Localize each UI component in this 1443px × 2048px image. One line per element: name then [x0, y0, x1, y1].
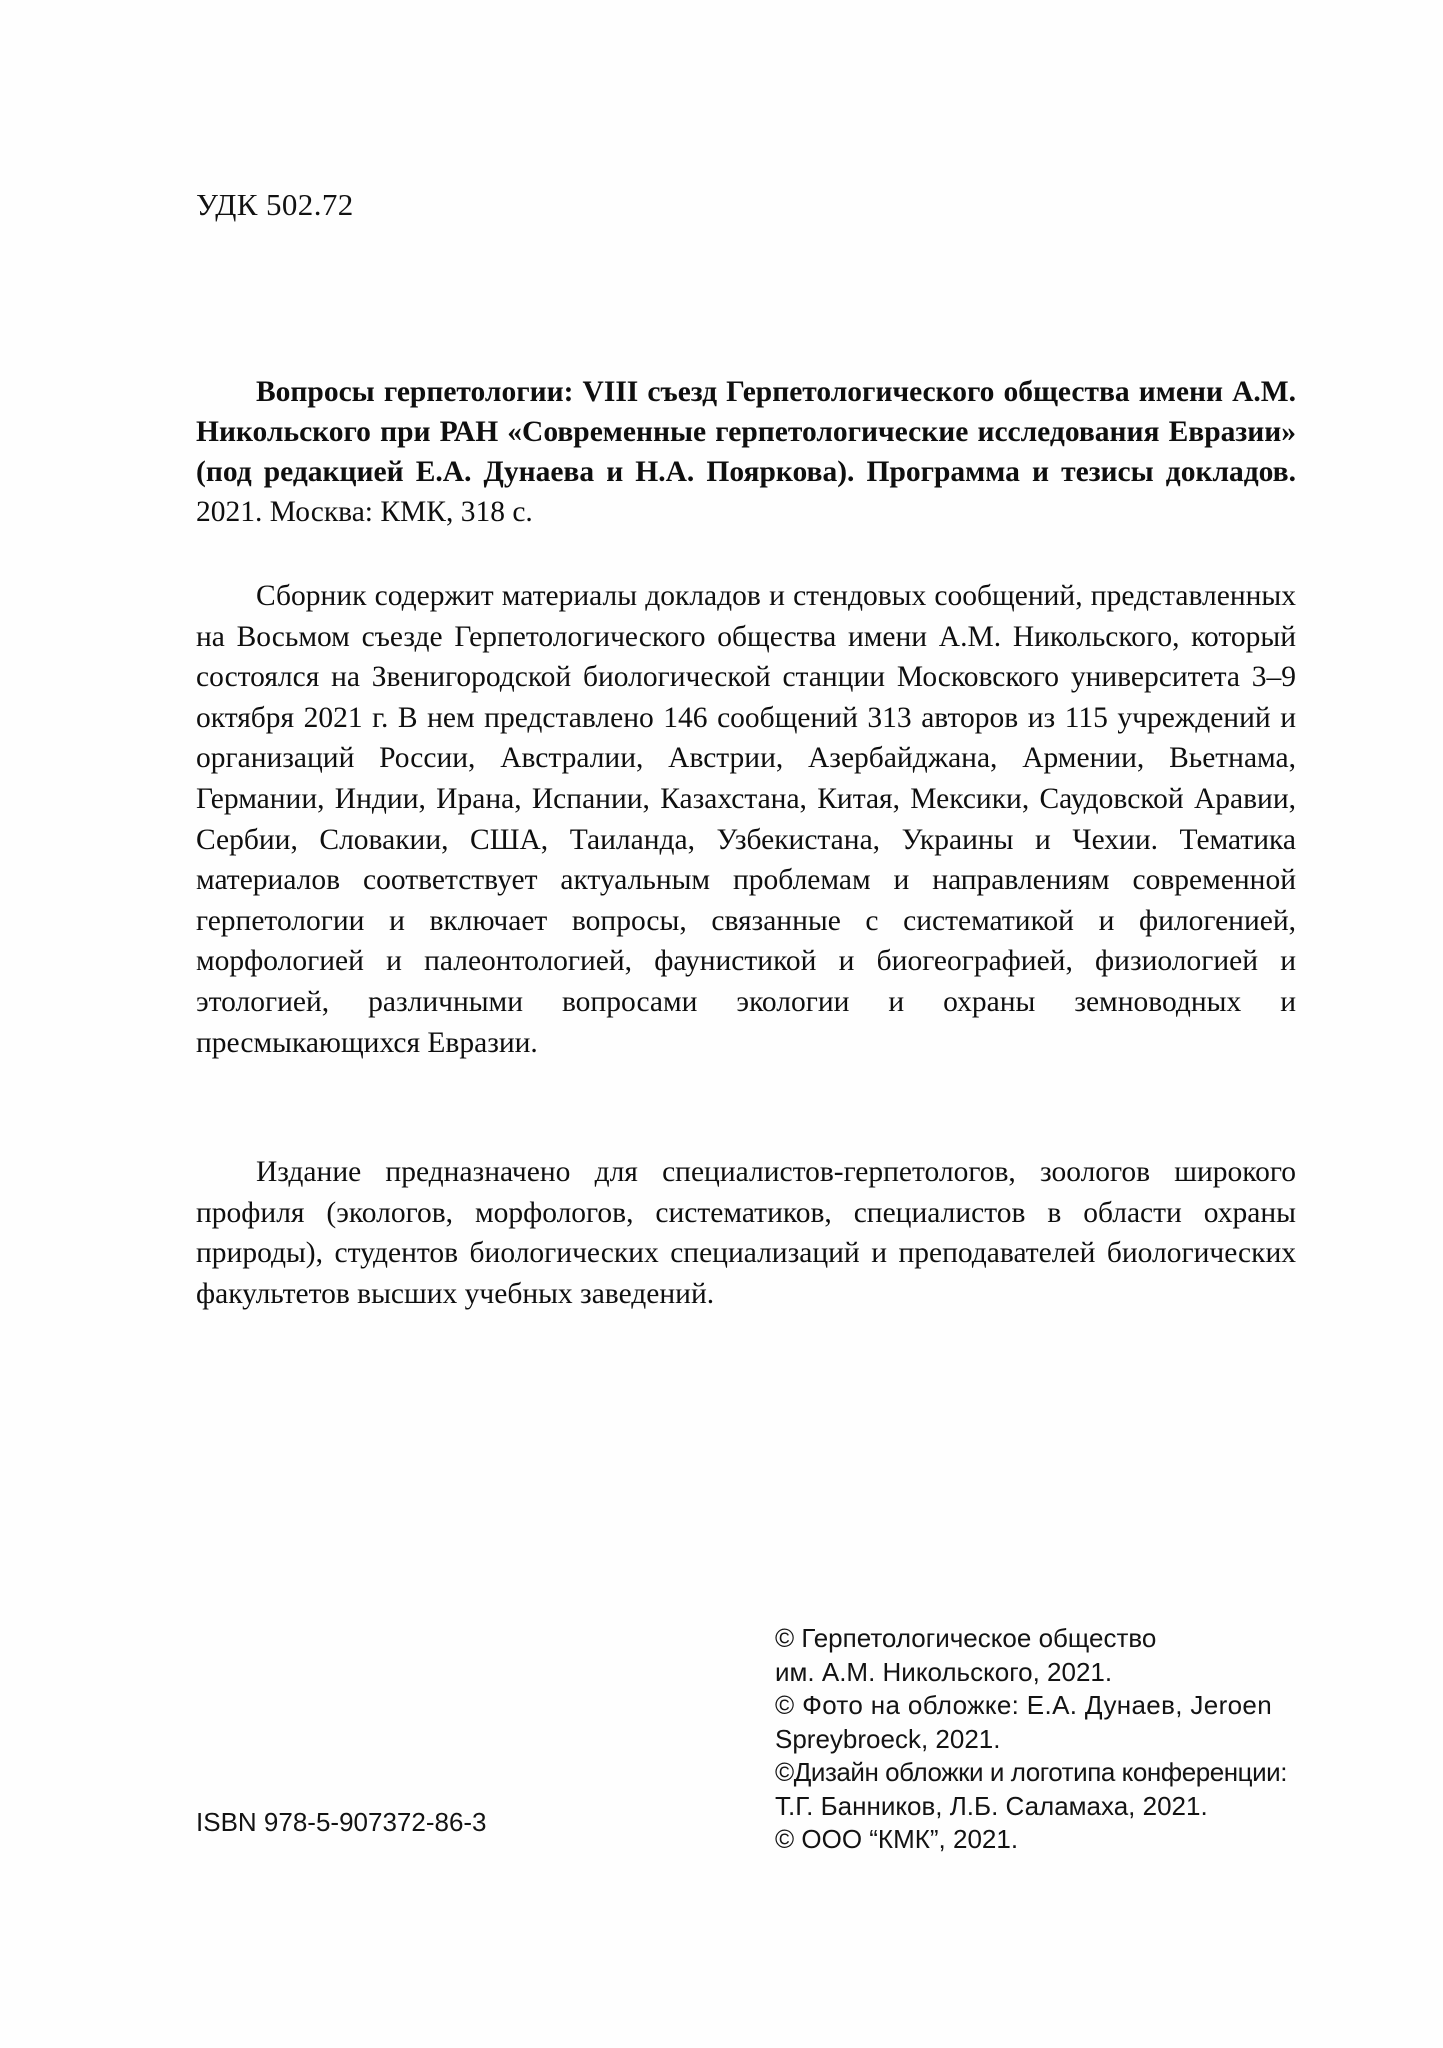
udc-code: УДК 502.72	[196, 187, 354, 222]
abstract-text-1: Сборник содержит материалы докладов и стендовых сообщений, представленных на Восьмом съезде Герпетологического общества имени А.М. Никольского, который состоялся на Звенигородской биологической станции Московского университета 3–9 октября 2021 г. В нем представлено 146 сообщений 313 авторов из 115 учреждений и организаций России, Австралии, Австрии, Азербайджана, Армении, Вьетнама, Германии, Индии, Ирана, Испании, Казахстана, Китая, Мексики, Саудовской Аравии, Сербии, Словакии, США, Таиланда, Узбекистана, Украины и Чехии. Тематика материалов соответствует актуальным проблемам и направлениям современной герпетологии и включает вопросы, связанные с систематикой и филогенией, морфологией и палеонтологией, фаунистикой и биогеографией, физиологией и этологией, различными вопросами экологии и охраны земноводных и пресмыкающихся Евразии.	[196, 580, 1296, 1059]
copyright-line-society: © Герпетологическое общество	[775, 1623, 1157, 1653]
isbn-value: ISBN 978-5-907372-86-3	[196, 1807, 487, 1837]
copyright-line-cover-design: ©Дизайн обложки и логотипа конференции:	[775, 1757, 1287, 1787]
bibliographic-record	[196, 372, 1296, 532]
copyright-line-cover-photo: © Фото на обложке: Е.А. Дунаев, Jeroen	[775, 1690, 1273, 1720]
copyright-block	[775, 1622, 1335, 1857]
copyright-line-cover-design-cont: Т.Г. Банников, Л.Б. Саламаха, 2021.	[775, 1790, 1208, 1821]
abstract-paragraph-one	[196, 576, 1296, 1063]
bibliographic-imprint: 2021. Москва: КМК, 318 с.	[196, 496, 533, 528]
copyright-line-society-cont: им. А.М. Никольского, 2021.	[775, 1656, 1113, 1687]
copyright-line-cover-photo-cont: Spreybroeck, 2021.	[775, 1723, 1001, 1754]
bibliographic-title: Вопросы герпетологии: VIII съезд Герпетологического общества имени А.М. Никольского при РАН «Современные герпетологические исследования Евразии» (под редакцией Е.А. Дунаева и Н.А. Пояркова). Программа и тезисы докладов.	[196, 376, 1296, 488]
copyright-line-publisher: © ООО “КМК”, 2021.	[775, 1824, 1019, 1854]
abstract-text-2: Издание предназначено для специалистов-герпетологов, зоологов широкого профиля (экологов, морфологов, систематиков, специалистов в области охраны природы), студентов биологических специализаций и преподавателей биологических факультетов высших учебных заведений.	[196, 1156, 1296, 1310]
abstract-paragraph-two	[196, 1152, 1296, 1314]
